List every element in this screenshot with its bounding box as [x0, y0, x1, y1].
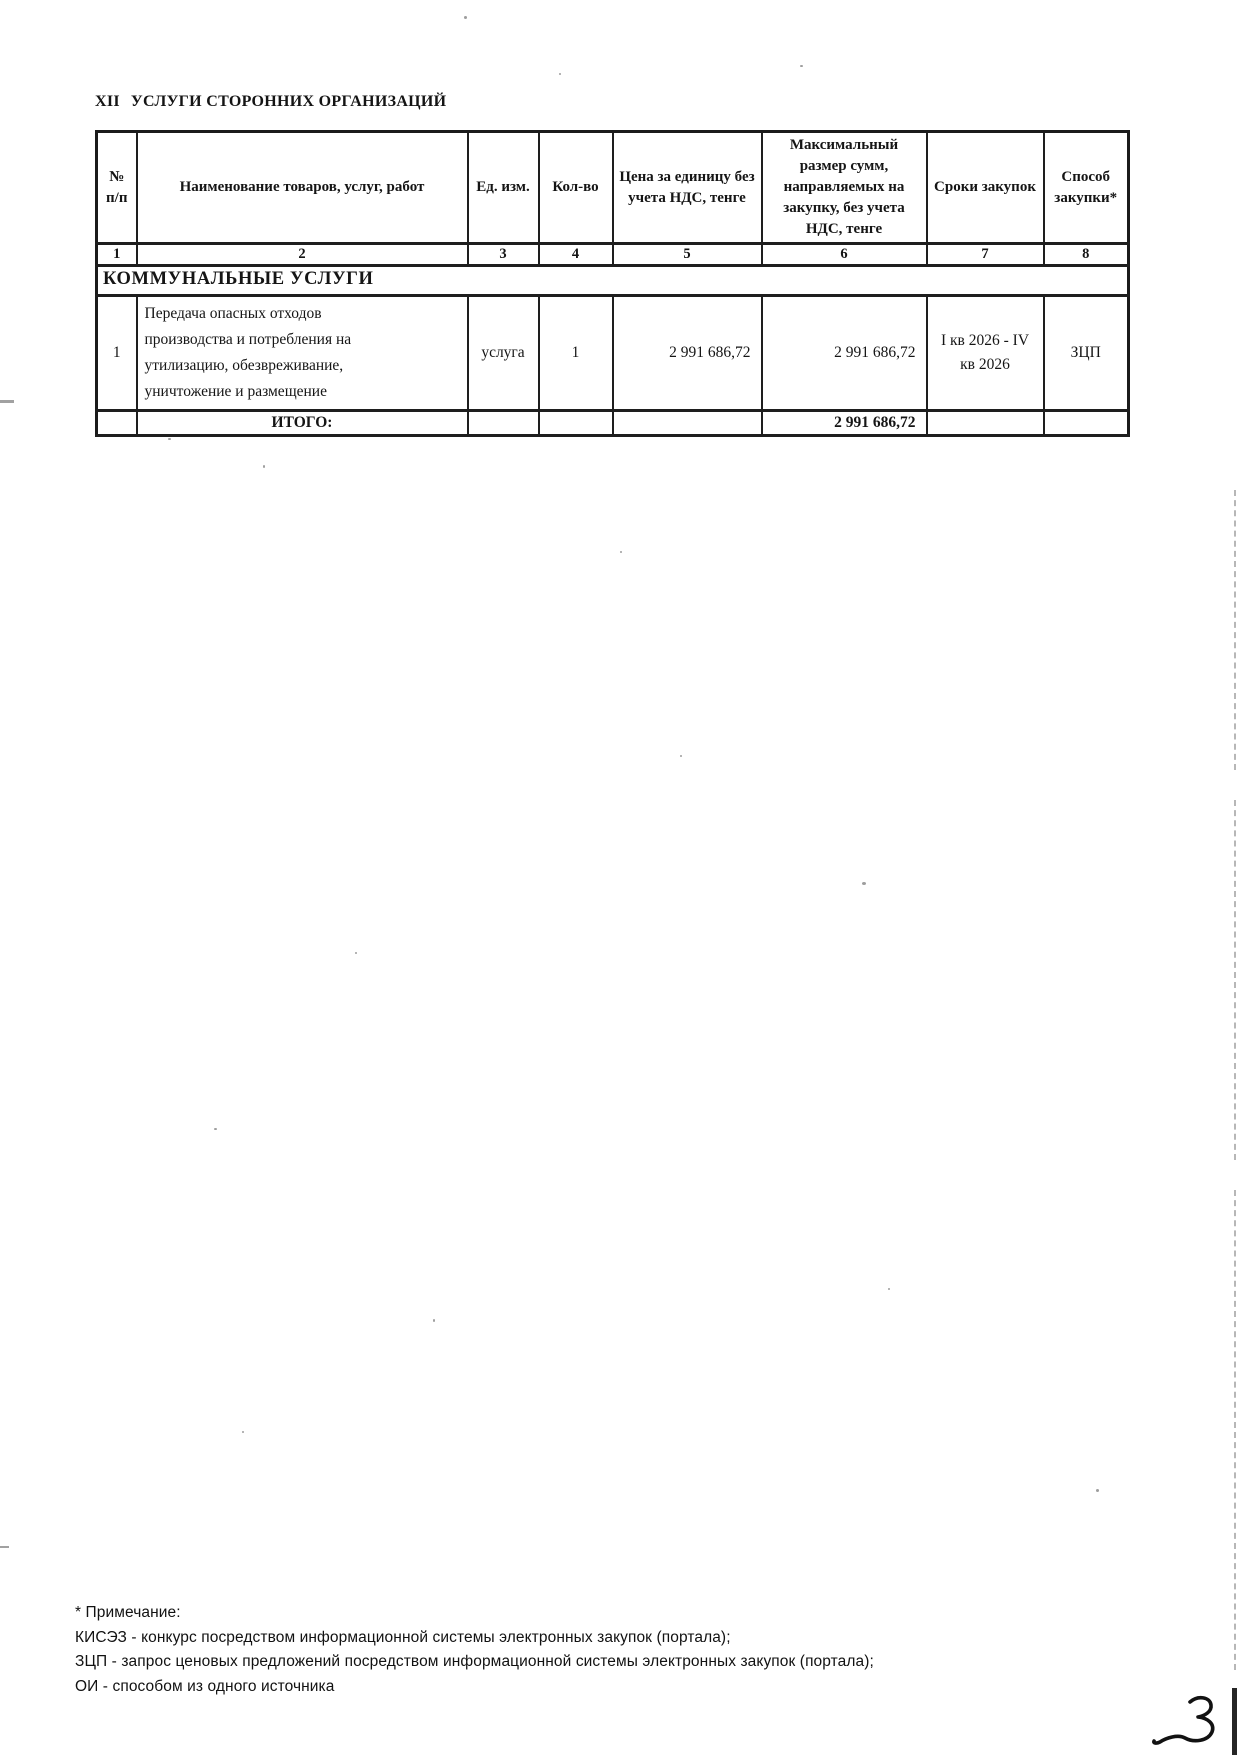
footnote-kisez: КИСЭЗ - конкурс посредством информационной системы электронных закупок (портала); — [75, 1628, 731, 1646]
cell-unit-price: 2 991 686,72 — [613, 296, 762, 411]
section-title — [95, 93, 446, 111]
total-empty-8 — [1044, 411, 1129, 436]
col-header-num: № п/п — [97, 132, 137, 244]
colnum-8: 8 — [1044, 244, 1129, 266]
footnote-oi: ОИ - способом из одного источника — [75, 1677, 335, 1695]
scan-edge-line — [1234, 490, 1236, 770]
total-empty-5 — [613, 411, 762, 436]
footnote-zcp: ЗЦП - запрос ценовых предложений посредством информационной системы электронных закупок (портала); — [75, 1653, 874, 1670]
total-row — [97, 411, 1129, 436]
scan-speckle — [355, 952, 357, 954]
cell-qty: 1 — [539, 296, 613, 411]
colnum-1: 1 — [97, 244, 137, 266]
scan-speckle — [559, 73, 561, 75]
col-header-name: Наименование товаров, услуг, работ — [137, 132, 468, 244]
colnum-2: 2 — [137, 244, 468, 266]
scan-speckle — [168, 438, 171, 440]
scan-speckle — [888, 1288, 890, 1290]
footnote-title: * Примечание: — [75, 1604, 181, 1621]
total-empty-4 — [539, 411, 613, 436]
cell-row-num: 1 — [97, 296, 137, 411]
scan-speckle — [242, 1431, 244, 1433]
scan-speckle — [1096, 1489, 1099, 1492]
table-header-row — [97, 132, 1129, 244]
handwritten-page-number — [1146, 1692, 1222, 1750]
cell-unit: услуга — [468, 296, 539, 411]
colnum-5: 5 — [613, 244, 762, 266]
procurement-table — [95, 130, 1130, 437]
table-row — [97, 296, 1129, 411]
scan-speckle — [433, 1319, 435, 1322]
colnum-7: 7 — [927, 244, 1044, 266]
column-number-row — [97, 244, 1129, 266]
colnum-6: 6 — [762, 244, 927, 266]
scan-speckle — [620, 551, 622, 553]
col-header-max-amount: Максимальный размер сумм, направляемых на закупку, без учета НДС, тенге — [762, 132, 927, 244]
total-empty-3 — [468, 411, 539, 436]
cell-max-amount: 2 991 686,72 — [762, 296, 927, 411]
scan-edge-bar — [1232, 1688, 1237, 1755]
section-number: XII — [95, 93, 120, 110]
col-header-unit: Ед. изм. — [468, 132, 539, 244]
scan-speckle — [214, 1128, 217, 1130]
colnum-3: 3 — [468, 244, 539, 266]
col-header-period: Сроки закупок — [927, 132, 1044, 244]
table-section-row — [97, 266, 1129, 296]
scan-edge-dash — [0, 400, 14, 403]
section-header-communal-services: КОММУНАЛЬНЫЕ УСЛУГИ — [97, 266, 1129, 296]
scan-speckle — [800, 65, 803, 67]
cell-service-name — [137, 296, 468, 411]
total-empty-7 — [927, 411, 1044, 436]
handwritten-3-stroke — [1146, 1692, 1222, 1750]
scan-speckle — [862, 882, 866, 885]
scan-edge-line — [1234, 1190, 1236, 1670]
cell-method: ЗЦП — [1044, 296, 1129, 411]
total-max-amount: 2 991 686,72 — [762, 411, 927, 436]
colnum-4: 4 — [539, 244, 613, 266]
col-header-qty: Кол-во — [539, 132, 613, 244]
cell-period: I кв 2026 - IV кв 2026 — [927, 296, 1044, 411]
col-header-unit-price: Цена за единицу без учета НДС, тенге — [613, 132, 762, 244]
scan-edge-dash — [0, 1546, 9, 1548]
footnotes — [75, 1601, 874, 1699]
section-title-text: УСЛУГИ СТОРОННИХ ОРГАНИЗАЦИЙ — [130, 93, 447, 110]
scan-speckle — [464, 16, 467, 19]
total-label: ИТОГО: — [137, 411, 468, 436]
col-header-method: Способ закупки* — [1044, 132, 1129, 244]
scan-speckle — [263, 465, 265, 468]
total-empty-1 — [97, 411, 137, 436]
service-name-text: Передача опасных отходов производства и потребления на утилизацию, обезвреживание, уничтожение и размещение — [144, 305, 352, 401]
scan-speckle — [680, 755, 682, 757]
scan-edge-line — [1234, 800, 1236, 1160]
